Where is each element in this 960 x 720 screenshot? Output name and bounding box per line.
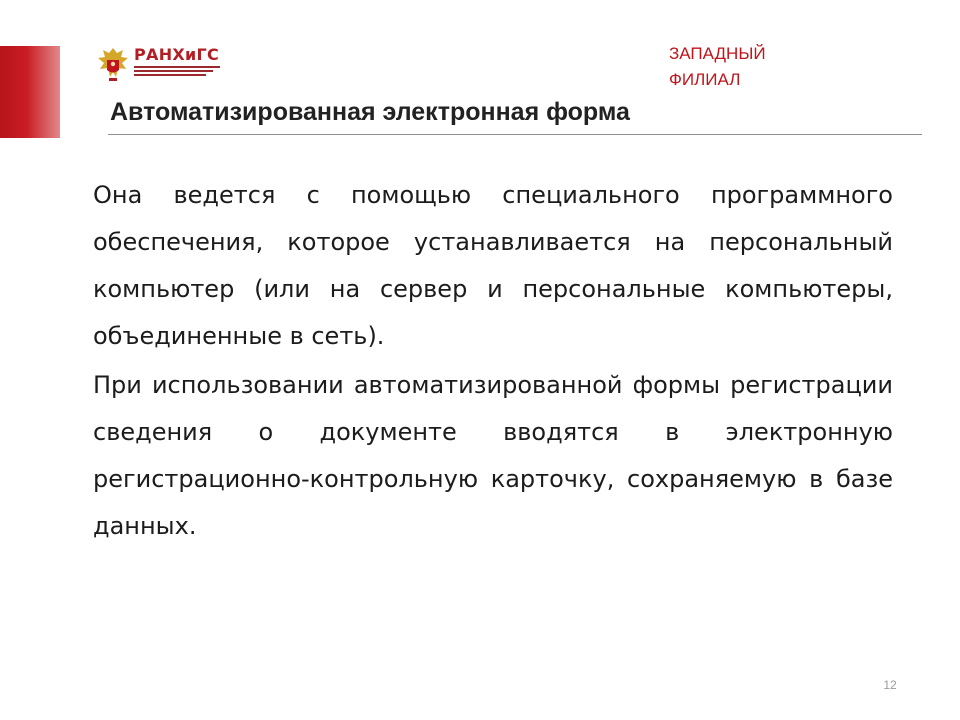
logo-subtitle-lines xyxy=(134,66,220,78)
branch-line-1: ЗАПАДНЫЙ xyxy=(669,44,766,63)
logo-name: РАНХиГС xyxy=(134,45,220,64)
ranepa-logo xyxy=(96,44,236,84)
title-divider xyxy=(108,134,922,135)
red-accent-bar xyxy=(0,46,60,138)
eagle-emblem-icon xyxy=(96,44,130,84)
branch-line-2: ФИЛИАЛ xyxy=(669,70,741,89)
slide-title: Автоматизированная электронная форма xyxy=(110,98,630,126)
branch-label xyxy=(669,41,789,93)
slide-body xyxy=(93,172,893,552)
page-number: 12 xyxy=(883,678,897,692)
body-paragraph-1: Она ведется с помощью специального программного обеспечения, которое устанавливается на персональный компьютер (или на сервер и персональные компьютеры, объединенные в сеть). xyxy=(93,181,893,350)
body-paragraph-2: При использовании автоматизированной формы регистрации сведения о документе вводятся в электронную регистрационно-контрольную карточку, сохраняемую в базе данных. xyxy=(93,371,893,540)
